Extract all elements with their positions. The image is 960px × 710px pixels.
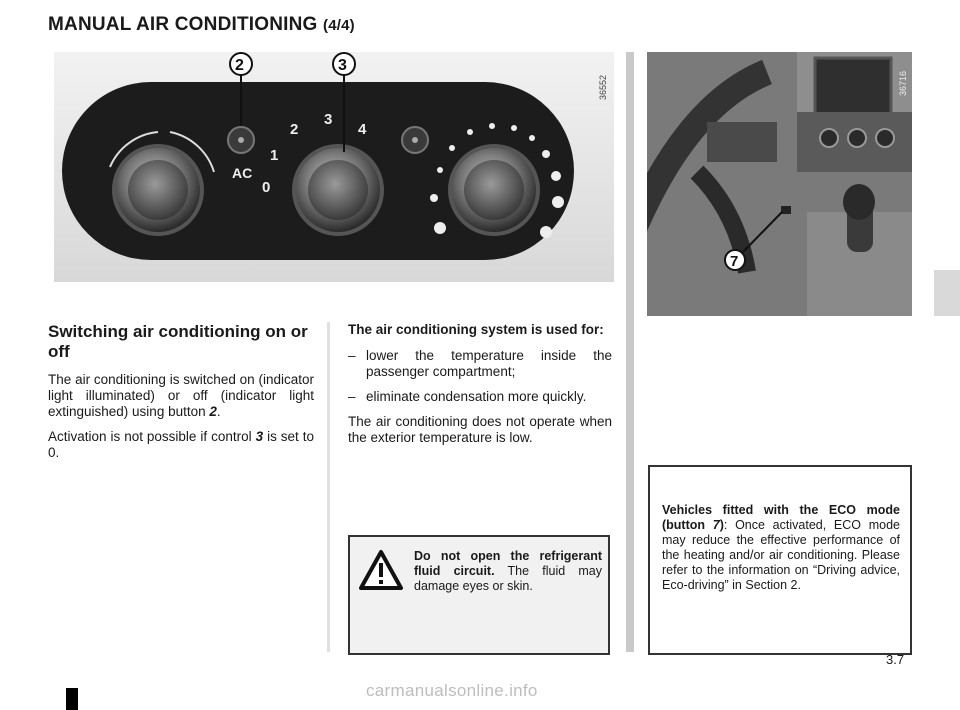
para1-text: The air conditioning is switched on (indicator light illuminated) or off (indicator light extinguished) using button <box>48 372 314 419</box>
list-item <box>348 348 612 380</box>
column-divider-left <box>327 322 330 652</box>
callout-2: 2 <box>235 57 244 74</box>
callout-7: 7 <box>730 253 739 270</box>
speed-4-label: 4 <box>358 121 367 138</box>
ac-control-panel-figure <box>54 52 614 282</box>
footer-black-mark <box>66 688 78 710</box>
warning-text <box>414 549 602 594</box>
ac-control-panel-illustration <box>54 52 614 282</box>
left-column <box>48 322 314 470</box>
dash-glyph: – <box>348 348 356 363</box>
dashboard-photo-figure <box>647 52 912 316</box>
bullet-text: lower the temperature inside the passenger compartment; <box>366 348 612 379</box>
warning-rest: The fluid may damage eyes or skin. <box>414 564 602 593</box>
section-tab-marker <box>934 270 960 316</box>
eco-rest: : Once activated, ECO mode may reduce the effective performance of the heating and/or air conditioning. Please refer to the information on “Driving advice, Eco-driving” in Section 2. <box>662 518 900 592</box>
para2-control-ref: 3 <box>255 429 264 444</box>
callout-3: 3 <box>338 57 347 74</box>
warning-box <box>348 535 610 655</box>
figure-ref-code-left: 36552 <box>598 74 608 100</box>
page-title <box>48 14 355 36</box>
uses-intro: The air conditioning system is used for: <box>348 322 604 337</box>
speed-0-label: 0 <box>262 179 271 196</box>
speed-2-label: 2 <box>290 121 299 138</box>
figure-ref-code-right: 36716 <box>898 70 908 96</box>
para2-end: is set to 0. <box>48 429 314 460</box>
list-item <box>348 389 612 405</box>
eco-bold-a: Vehicles fitted with the ECO mode (button <box>662 503 900 532</box>
eco-button-ref: 7 <box>712 518 720 532</box>
eco-info-box <box>648 465 912 655</box>
paragraph-activation <box>48 429 314 461</box>
ac-label: AC <box>232 165 253 181</box>
bullet-text: eliminate condensation more quickly. <box>366 389 587 404</box>
page-number: 3.7 <box>886 652 905 667</box>
column-divider-right <box>626 52 634 652</box>
dash-glyph: – <box>348 389 356 404</box>
title-text: MANUAL AIR CONDITIONING <box>48 14 318 35</box>
watermark-text: carmanualsonline.info <box>366 681 538 700</box>
warning-triangle-icon <box>358 549 404 591</box>
warning-bold: Do not open the refrigerant fluid circuit. <box>414 549 602 578</box>
para1-end: . <box>216 404 221 419</box>
speed-3-label: 3 <box>324 111 333 128</box>
paragraph-switching <box>48 372 314 420</box>
eco-text <box>662 503 900 593</box>
para2-text: Activation is not possible if control <box>48 429 256 444</box>
section-heading: Switching air conditioning on or off <box>48 322 308 361</box>
middle-column <box>348 322 612 454</box>
speed-1-label: 1 <box>270 147 279 164</box>
para1-button-ref: 2 <box>209 404 217 419</box>
exterior-temp-note: The air conditioning does not operate when the exterior temperature is low. <box>348 414 612 445</box>
dashboard-illustration <box>647 52 912 316</box>
eco-bold-c: ) <box>719 518 724 532</box>
title-part: (4/4) <box>323 17 355 34</box>
